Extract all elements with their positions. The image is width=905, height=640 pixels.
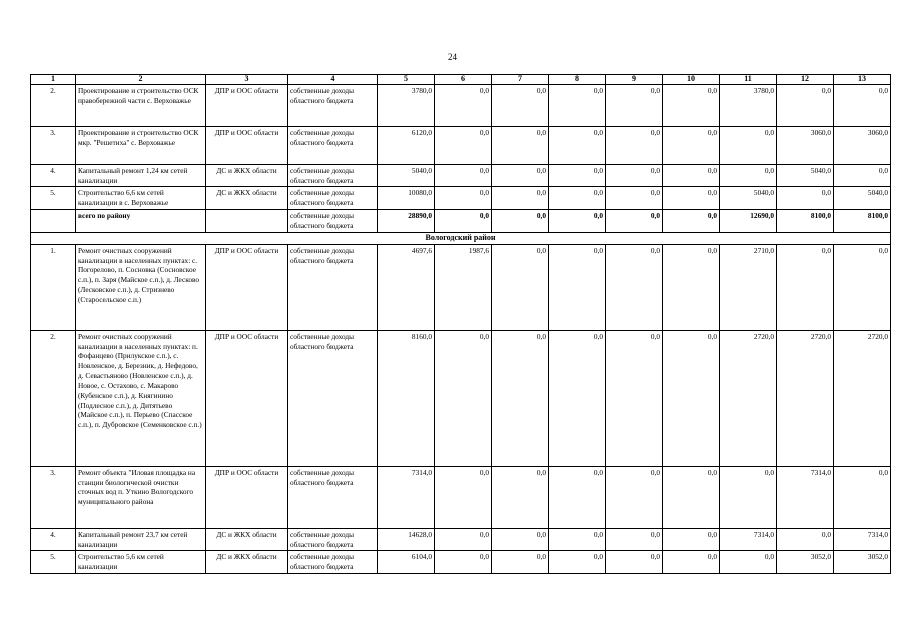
funding-source-cell: собственные доходы областного бюджета	[288, 528, 378, 551]
value-cell: 0,0	[606, 126, 663, 164]
table-row	[31, 528, 891, 551]
value-cell: 0,0	[549, 164, 606, 187]
value-cell: 0,0	[549, 466, 606, 528]
value-cell: 0,0	[492, 528, 549, 551]
value-cell: 3052,0	[777, 551, 834, 574]
value-cell: 0,0	[720, 164, 777, 187]
total-value-cell: 0,0	[606, 210, 663, 233]
value-cell: 7314,0	[834, 528, 891, 551]
value-cell: 0,0	[549, 126, 606, 164]
table-row	[31, 330, 891, 466]
value-cell: 0,0	[549, 187, 606, 210]
value-cell: 2710,0	[720, 244, 777, 330]
total-value-cell: 12690,0	[720, 210, 777, 233]
value-cell: 0,0	[435, 551, 492, 574]
empty-cell	[31, 210, 76, 233]
project-name-cell: Строительство 6,6 км сетей канализации в с. Верховажье	[76, 187, 206, 210]
responsible-org-cell: ДПР и ООС области	[206, 466, 288, 528]
value-cell: 3780,0	[720, 84, 777, 126]
responsible-org-cell: ДПР и ООС области	[206, 84, 288, 126]
value-cell: 0,0	[435, 528, 492, 551]
value-cell: 0,0	[663, 244, 720, 330]
value-cell: 0,0	[777, 528, 834, 551]
value-cell: 14628,0	[378, 528, 435, 551]
value-cell: 8160,0	[378, 330, 435, 466]
value-cell: 0,0	[663, 330, 720, 466]
value-cell: 0,0	[549, 84, 606, 126]
value-cell: 0,0	[492, 466, 549, 528]
value-cell: 0,0	[435, 330, 492, 466]
value-cell: 0,0	[663, 466, 720, 528]
value-cell: 3052,0	[834, 551, 891, 574]
value-cell: 0,0	[606, 84, 663, 126]
value-cell: 7314,0	[378, 466, 435, 528]
value-cell: 0,0	[435, 164, 492, 187]
column-header: 2	[76, 75, 206, 85]
value-cell: 0,0	[720, 466, 777, 528]
header-row	[31, 75, 891, 85]
value-cell: 0,0	[492, 126, 549, 164]
value-cell: 0,0	[663, 528, 720, 551]
table-row	[31, 164, 891, 187]
value-cell: 2720,0	[720, 330, 777, 466]
value-cell: 7314,0	[777, 466, 834, 528]
value-cell: 0,0	[663, 84, 720, 126]
value-cell: 0,0	[606, 528, 663, 551]
total-row	[31, 210, 891, 233]
total-value-cell: 0,0	[549, 210, 606, 233]
value-cell: 0,0	[834, 164, 891, 187]
value-cell: 2720,0	[777, 330, 834, 466]
funding-source-cell: собственные доходы областного бюджета	[288, 164, 378, 187]
value-cell: 0,0	[435, 84, 492, 126]
column-header: 3	[206, 75, 288, 85]
table-row	[31, 551, 891, 574]
value-cell: 5040,0	[777, 164, 834, 187]
value-cell: 4697,6	[378, 244, 435, 330]
budget-table	[30, 74, 891, 574]
value-cell: 10080,0	[378, 187, 435, 210]
project-name-cell: Проектирование и строительство ОСК мкр. "Решетиха" с. Верховажье	[76, 126, 206, 164]
project-name-cell: Проектирование и строительство ОСК правобережной части с. Верховажье	[76, 84, 206, 126]
responsible-org-cell: ДПР и ООС области	[206, 244, 288, 330]
project-name-cell: Капитальный ремонт 1,24 км сетей канализации	[76, 164, 206, 187]
row-number-cell: 3.	[31, 466, 76, 528]
total-value-cell: 0,0	[492, 210, 549, 233]
row-number-cell: 4.	[31, 528, 76, 551]
value-cell: 3060,0	[777, 126, 834, 164]
value-cell: 0,0	[492, 164, 549, 187]
value-cell: 0,0	[777, 84, 834, 126]
value-cell: 0,0	[777, 187, 834, 210]
value-cell: 0,0	[777, 244, 834, 330]
table-row	[31, 244, 891, 330]
value-cell: 0,0	[663, 126, 720, 164]
column-header: 10	[663, 75, 720, 85]
responsible-org-cell: ДС и ЖКХ области	[206, 528, 288, 551]
project-name-cell: Ремонт очистных сооружений канализации в населенных пунктах: п. Фофанцево (Прилукское с.п.), с. Новленское, д. Березник, д. Нефедово, д. Севастьяново (Новленское с.п.), д. Новое, с. Остахово, с. Макарово (Кубенское с.п.), д. Княгинино (Подлесное с.п.), д. Дитятьево (Майское с.п.), п. Перьево (Спасское с.п.), п. Дубровское (Семенковское с.п.)	[76, 330, 206, 466]
column-header: 6	[435, 75, 492, 85]
value-cell: 0,0	[549, 330, 606, 466]
total-label-cell: всего по району	[76, 210, 206, 233]
value-cell: 5040,0	[720, 187, 777, 210]
project-name-cell: Строительство 5,6 км сетей канализации	[76, 551, 206, 574]
project-name-cell: Ремонт очистных сооружений канализации в населенных пунктах: с. Погорелово, п. Сосновка (Сосновское с.п.), п. Заря (Майское с.п.), д. Лесково (Лесковское с.п.), д. Стризнево (Старосельское с.п.)	[76, 244, 206, 330]
value-cell: 0,0	[834, 466, 891, 528]
page-number: 24	[448, 52, 457, 62]
funding-source-cell: собственные доходы областного бюджета	[288, 210, 378, 233]
column-header: 7	[492, 75, 549, 85]
funding-source-cell: собственные доходы областного бюджета	[288, 126, 378, 164]
funding-source-cell: собственные доходы областного бюджета	[288, 551, 378, 574]
value-cell: 6104,0	[378, 551, 435, 574]
total-value-cell: 0,0	[435, 210, 492, 233]
value-cell: 0,0	[606, 164, 663, 187]
responsible-org-cell: ДС и ЖКХ области	[206, 164, 288, 187]
value-cell: 0,0	[606, 466, 663, 528]
table-row	[31, 466, 891, 528]
value-cell: 0,0	[834, 244, 891, 330]
table-row	[31, 126, 891, 164]
value-cell: 3060,0	[834, 126, 891, 164]
value-cell: 0,0	[834, 84, 891, 126]
value-cell: 0,0	[606, 551, 663, 574]
row-number-cell: 3.	[31, 126, 76, 164]
empty-cell	[206, 210, 288, 233]
column-header: 9	[606, 75, 663, 85]
value-cell: 0,0	[492, 84, 549, 126]
value-cell: 1987,6	[435, 244, 492, 330]
value-cell: 5040,0	[378, 164, 435, 187]
value-cell: 2720,0	[834, 330, 891, 466]
value-cell: 0,0	[492, 187, 549, 210]
row-number-cell: 2.	[31, 330, 76, 466]
value-cell: 0,0	[435, 187, 492, 210]
funding-source-cell: собственные доходы областного бюджета	[288, 466, 378, 528]
funding-source-cell: собственные доходы областного бюджета	[288, 84, 378, 126]
responsible-org-cell: ДС и ЖКХ области	[206, 187, 288, 210]
value-cell: 6120,0	[378, 126, 435, 164]
row-number-cell: 2.	[31, 84, 76, 126]
value-cell: 0,0	[720, 126, 777, 164]
table-row	[31, 187, 891, 210]
column-header: 8	[549, 75, 606, 85]
total-value-cell: 28890,0	[378, 210, 435, 233]
value-cell: 0,0	[492, 244, 549, 330]
column-header: 1	[31, 75, 76, 85]
responsible-org-cell: ДПР и ООС области	[206, 126, 288, 164]
row-number-cell: 5.	[31, 187, 76, 210]
value-cell: 0,0	[606, 330, 663, 466]
row-number-cell: 5.	[31, 551, 76, 574]
project-name-cell: Капитальный ремонт 23,7 км сетей канализации	[76, 528, 206, 551]
column-header: 12	[777, 75, 834, 85]
value-cell: 5040,0	[834, 187, 891, 210]
value-cell: 0,0	[606, 187, 663, 210]
total-value-cell: 0,0	[663, 210, 720, 233]
section-row	[31, 232, 891, 244]
funding-source-cell: собственные доходы областного бюджета	[288, 330, 378, 466]
funding-source-cell: собственные доходы областного бюджета	[288, 187, 378, 210]
value-cell: 0,0	[435, 126, 492, 164]
value-cell: 3780,0	[378, 84, 435, 126]
column-header: 11	[720, 75, 777, 85]
value-cell: 0,0	[435, 466, 492, 528]
value-cell: 7314,0	[720, 528, 777, 551]
column-header: 4	[288, 75, 378, 85]
value-cell: 0,0	[663, 164, 720, 187]
value-cell: 0,0	[549, 528, 606, 551]
value-cell: 0,0	[492, 551, 549, 574]
value-cell: 0,0	[492, 330, 549, 466]
value-cell: 0,0	[663, 187, 720, 210]
total-value-cell: 8100,0	[834, 210, 891, 233]
value-cell: 0,0	[549, 551, 606, 574]
column-header: 13	[834, 75, 891, 85]
section-title: Вологодский район	[31, 232, 891, 244]
row-number-cell: 1.	[31, 244, 76, 330]
total-value-cell: 8100,0	[777, 210, 834, 233]
value-cell: 0,0	[606, 244, 663, 330]
responsible-org-cell: ДПР и ООС области	[206, 330, 288, 466]
column-header: 5	[378, 75, 435, 85]
value-cell: 0,0	[720, 551, 777, 574]
value-cell: 0,0	[663, 551, 720, 574]
project-name-cell: Ремонт объекта "Иловая площадка на станции биологической очистки сточных вод п. Уткино Вологодского муниципального района	[76, 466, 206, 528]
table-row	[31, 84, 891, 126]
responsible-org-cell: ДС и ЖКХ области	[206, 551, 288, 574]
funding-source-cell: собственные доходы областного бюджета	[288, 244, 378, 330]
row-number-cell: 4.	[31, 164, 76, 187]
value-cell: 0,0	[549, 244, 606, 330]
